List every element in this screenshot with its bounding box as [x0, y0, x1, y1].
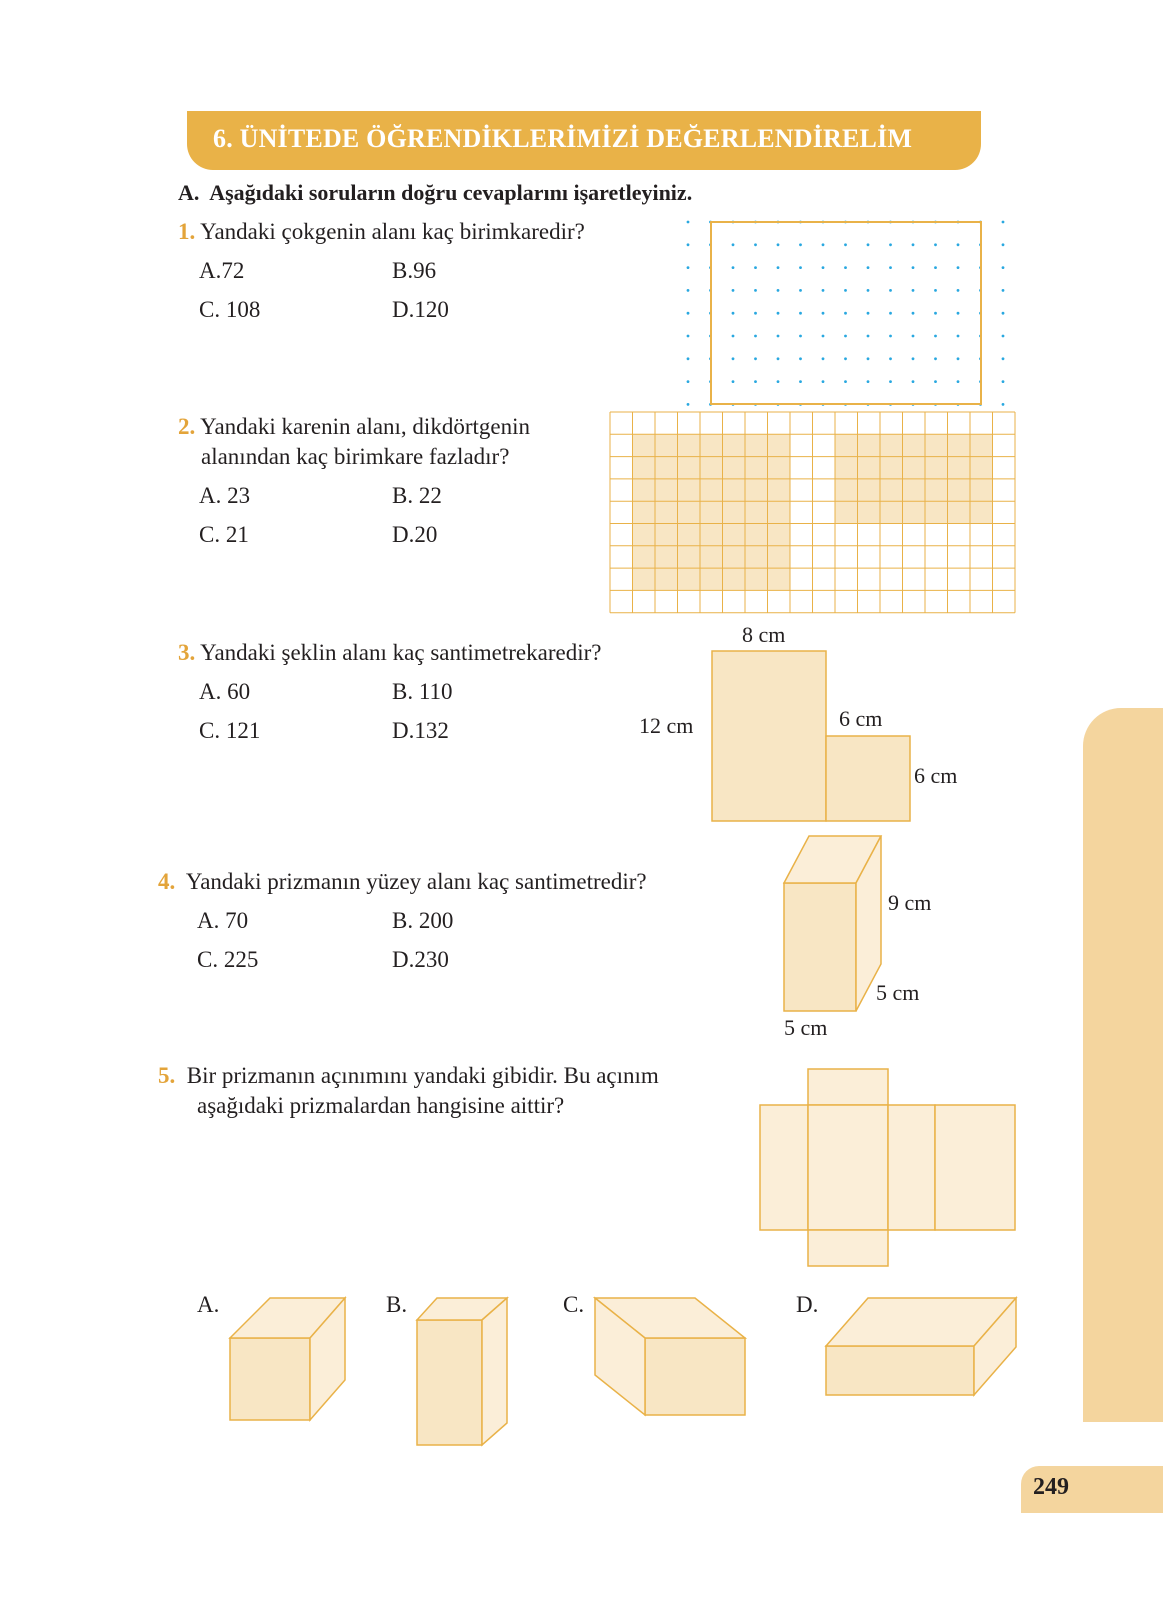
- choice-a-label[interactable]: A.: [197, 1292, 220, 1317]
- page-title: 6. ÜNİTEDE ÖĞRENDİKLERİMİZİ DEĞERLENDİRELİM: [213, 124, 913, 153]
- option-b[interactable]: B. 22: [392, 483, 442, 508]
- option-b[interactable]: B. 110: [392, 679, 453, 704]
- option-a[interactable]: A. 70: [197, 908, 249, 933]
- question-text-line1: Bir prizmanın açınımını yandaki gibidir. Bu açınım: [186, 1063, 659, 1088]
- option-d[interactable]: D.120: [392, 297, 449, 322]
- label-step-right: 6 cm: [914, 763, 958, 788]
- label-prism-height: 9 cm: [888, 890, 932, 915]
- option-d[interactable]: D.132: [392, 718, 449, 743]
- label-prism-depth: 5 cm: [876, 980, 920, 1005]
- question-text-line1: Yandaki karenin alanı, dikdörtgenin: [200, 414, 530, 439]
- side-tab: [1083, 708, 1163, 1422]
- choice-b-label[interactable]: B.: [386, 1292, 408, 1317]
- option-a[interactable]: A. 23: [199, 483, 251, 508]
- label-top-width: 8 cm: [742, 622, 786, 647]
- question-5-line2: aşağıdaki prizmalardan hangisine aittir?: [197, 1093, 565, 1118]
- section-label: A.: [178, 180, 200, 205]
- option-d[interactable]: D.20: [392, 522, 438, 547]
- option-a[interactable]: A.72: [199, 258, 245, 283]
- question-number: 2.: [178, 414, 196, 439]
- question-number: 1.: [178, 219, 196, 244]
- choice-d-flat-prism[interactable]: [826, 1298, 1016, 1395]
- option-c[interactable]: C. 108: [199, 297, 261, 322]
- question-number: 5.: [158, 1063, 176, 1088]
- option-d[interactable]: D.230: [392, 947, 449, 972]
- option-b[interactable]: B.96: [392, 258, 437, 283]
- label-left-height: 12 cm: [639, 713, 694, 738]
- label-prism-width: 5 cm: [784, 1015, 828, 1040]
- choice-b-tall-prism[interactable]: [417, 1298, 507, 1445]
- option-a[interactable]: A. 60: [199, 679, 251, 704]
- question-number: 4.: [158, 869, 176, 894]
- question-number: 3.: [178, 640, 196, 665]
- choice-c-box[interactable]: [595, 1298, 745, 1415]
- option-c[interactable]: C. 121: [199, 718, 261, 743]
- question-text: Yandaki prizmanın yüzey alanı kaç santimetredir?: [185, 869, 647, 894]
- option-b[interactable]: B. 200: [392, 908, 454, 933]
- label-step-top: 6 cm: [839, 706, 883, 731]
- option-c[interactable]: C. 225: [197, 947, 259, 972]
- section-text: Aşağıdaki soruların doğru cevaplarını işaretleyiniz.: [209, 180, 693, 205]
- option-c[interactable]: C. 21: [199, 522, 249, 547]
- choice-d-label[interactable]: D.: [796, 1292, 819, 1317]
- page-number: 249: [1033, 1474, 1069, 1500]
- question-2-line2: alanından kaç birimkare fazladır?: [201, 444, 510, 469]
- question-text: Yandaki çokgenin alanı kaç birimkaredir?: [200, 219, 585, 244]
- choice-a-cube[interactable]: [230, 1298, 345, 1420]
- choice-c-label[interactable]: C.: [563, 1292, 585, 1317]
- question-text: Yandaki şeklin alanı kaç santimetrekaredir?: [200, 640, 602, 665]
